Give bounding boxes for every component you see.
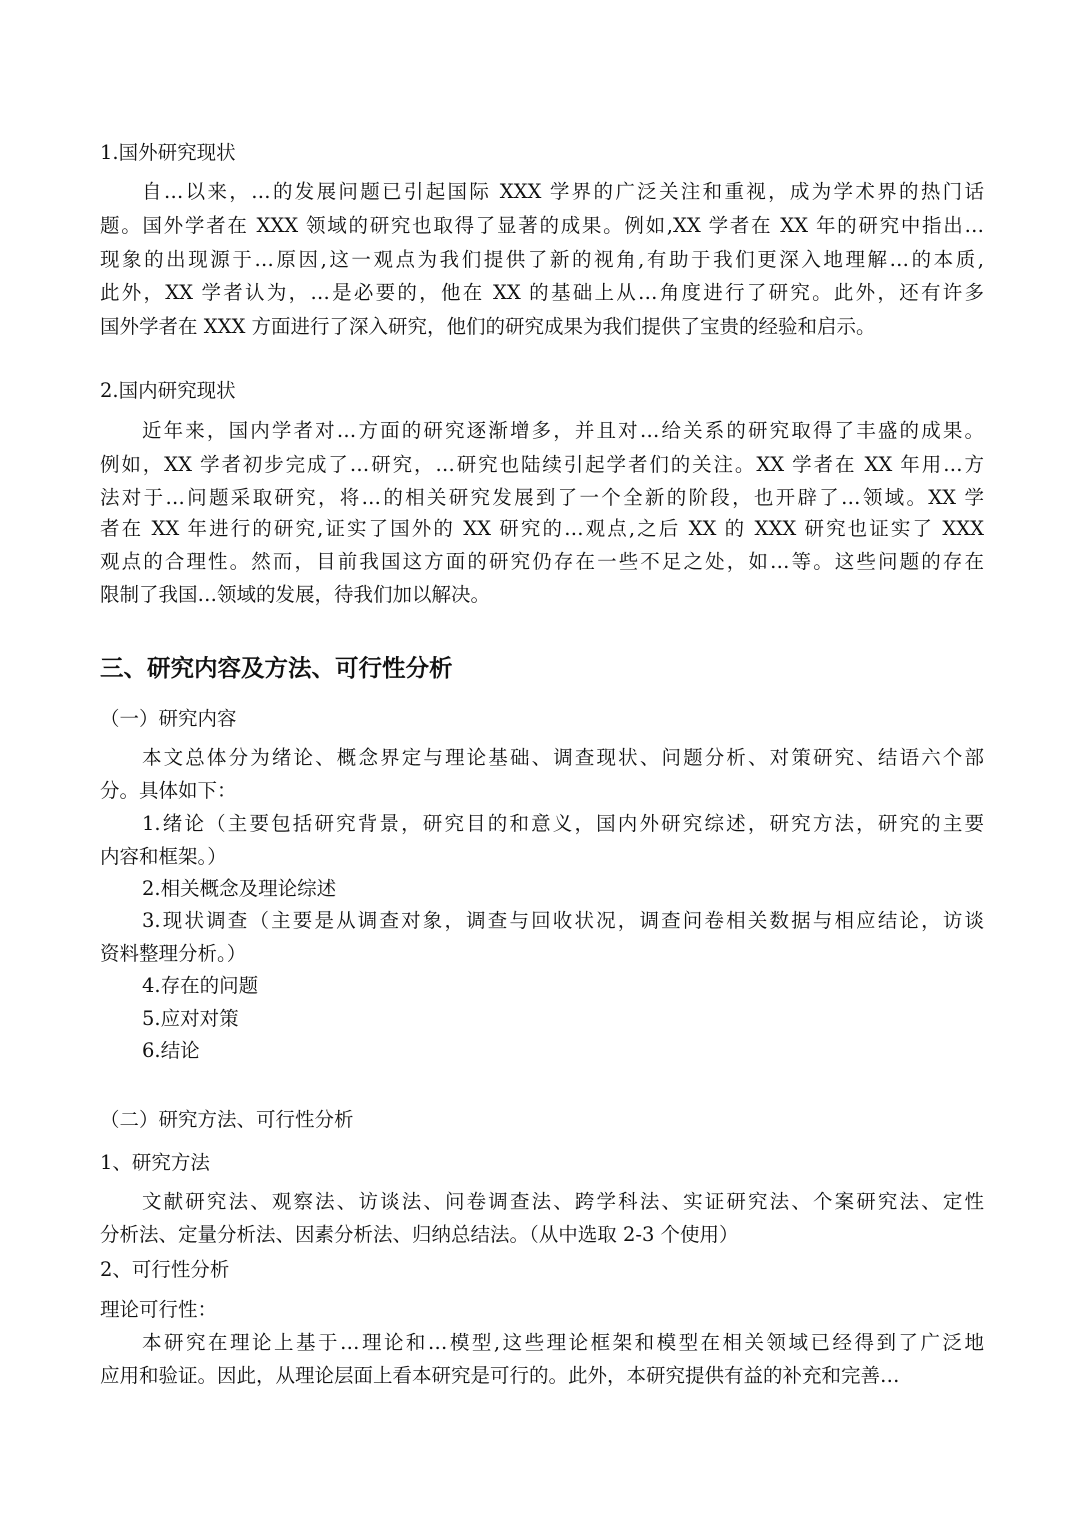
theory-feasibility-label: 理论可行性：	[100, 1298, 218, 1321]
research-methods-heading: 1、研究方法	[100, 1151, 210, 1174]
paragraph-line: 例如，XX 学者初步完成了…研究，…研究也陆续引起学者们的关注。XX 学者在 XX 年用…方	[100, 453, 984, 476]
list-item: 3.现状调查（主要是从调查对象，调查与回收状况，调查问卷相关数据与相应结论，访谈	[142, 909, 984, 932]
methods-heading: （二）研究方法、可行性分析	[100, 1108, 354, 1131]
paragraph-line: 国外学者在 XXX 方面进行了深入研究，他们的研究成果为我们提供了宝贵的经验和启示。	[100, 315, 876, 338]
paragraph-line: 现象的出现源于…原因,这一观点为我们提供了新的视角,有助于我们更深入地理解…的本质,	[100, 248, 984, 271]
paragraph-line: 应用和验证。因此，从理论层面上看本研究是可行的。此外，本研究提供有益的补充和完善…	[100, 1364, 900, 1387]
paragraph-line: 法对于…问题采取研究，将…的相关研究发展到了一个全新的阶段，也开辟了…领域。XX 学	[100, 486, 984, 509]
paragraph-line: 题。国外学者在 XXX 领域的研究也取得了显著的成果。例如,XX 学者在 XX 年的研究中指出…	[100, 214, 984, 237]
section-title: 三、研究内容及方法、可行性分析	[100, 654, 453, 682]
paragraph-line: 分析法、定量分析法、因素分析法、归纳总结法。（从中选取 2-3 个使用）	[100, 1223, 739, 1246]
list-item-continuation: 资料整理分析。）	[100, 942, 247, 965]
feasibility-heading: 2、可行性分析	[100, 1258, 230, 1281]
list-item: 6.结论	[142, 1039, 200, 1062]
content-heading: （一）研究内容	[100, 707, 237, 730]
paragraph-line: 限制了我国…领域的发展，待我们加以解决。	[100, 583, 491, 606]
paragraph-line: 观点的合理性。然而，目前我国这方面的研究仍存在一些不足之处，如…等。这些问题的存在	[100, 550, 984, 573]
paragraph-line: 本文总体分为绪论、概念界定与理论基础、调查现状、问题分析、对策研究、结语六个部	[142, 746, 984, 769]
paragraph-line: 近年来，国内学者对…方面的研究逐渐增多，并且对…给关系的研究取得了丰盛的成果。	[142, 419, 984, 442]
paragraph-line: 本研究在理论上基于…理论和…模型,这些理论框架和模型在相关领域已经得到了广泛地	[142, 1331, 984, 1354]
list-item-continuation: 内容和框架。）	[100, 845, 227, 868]
list-item: 1.绪论（主要包括研究背景，研究目的和意义，国内外研究综述，研究方法，研究的主要	[142, 812, 984, 835]
paragraph-line: 自…以来，…的发展问题已引起国际 XXX 学界的广泛关注和重视，成为学术界的热门话	[142, 180, 984, 203]
paragraph-line: 者在 XX 年进行的研究,证实了国外的 XX 研究的…观点,之后 XX 的 XXX 研究也证实了 XXX	[100, 517, 984, 540]
paragraph-line: 分。具体如下：	[100, 779, 237, 802]
domestic-research-heading: 2.国内研究现状	[100, 379, 236, 402]
paragraph-line: 文献研究法、观察法、访谈法、问卷调查法、跨学科法、实证研究法、个案研究法、定性	[142, 1190, 984, 1213]
list-item: 2.相关概念及理论综述	[142, 877, 337, 900]
paragraph-line: 此外，XX 学者认为，…是必要的，他在 XX 的基础上从…角度进行了研究。此外，还有许多	[100, 281, 984, 304]
list-item: 4.存在的问题	[142, 974, 259, 997]
list-item: 5.应对对策	[142, 1007, 239, 1030]
foreign-research-heading: 1.国外研究现状	[100, 141, 236, 164]
